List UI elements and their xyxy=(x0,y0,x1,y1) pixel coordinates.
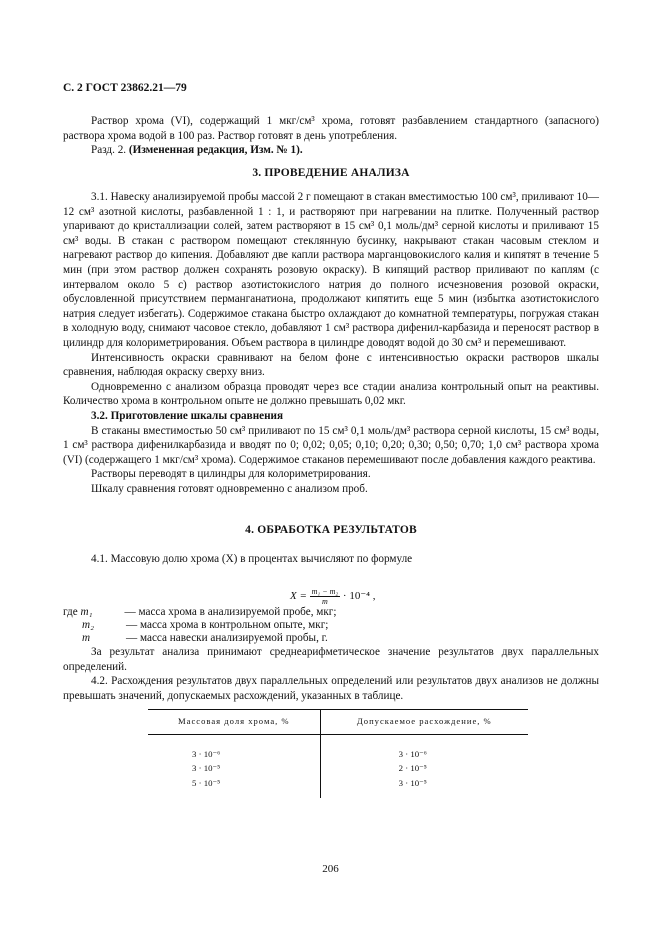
definition-text: — масса навески анализируемой пробы, г. xyxy=(126,632,328,644)
amendment-note xyxy=(63,143,599,158)
definition-text: — масса хрома в контрольном опыте, мкг; xyxy=(126,619,329,631)
table-row xyxy=(148,776,528,791)
table-header-mass-fraction: Массовая доля хрома, % xyxy=(148,710,320,735)
table-cell-mass-fraction: 3 · 10⁻⁶ xyxy=(148,734,320,761)
mass-fraction-formula xyxy=(290,587,375,606)
formula-numerator: m₁ − m₂ xyxy=(311,587,339,596)
table-cell-discrepancy: 3 · 10⁻⁵ xyxy=(398,777,427,788)
amendment-prefix: Разд. 2. xyxy=(91,144,129,157)
paragraph-3-1-control: Одновременно с анализом образца проводят через все стадии анализа контрольный опыт на реактивы. Количество хрома в контрольном опыте не должно превышать 0,02 мкг. xyxy=(63,380,599,408)
formula-denominator: m xyxy=(322,597,328,606)
paragraph-4-1-block xyxy=(63,552,599,567)
table-header-discrepancy: Допускаемое расхождение, % xyxy=(320,710,528,735)
paragraph-4-1-result: За результат анализа принимают среднеарифметическое значение результатов двух параллельных определений. xyxy=(63,646,599,673)
paragraph-3-2: В стаканы вместимостью 50 см³ приливают по 15 см³ 0,1 моль/дм³ раствора серной кислоты, 15 см³ воды, 1 см³ раствора дифенилкарбазида и вводят по 0; 0,02; 0,05; 0,10; 0,20; 0,30; 0,50; 0,70; 1,0 см³ раствора хрома (VI) (содержащего 1 мкг/см³ хрома). Содержимое стаканов перемешивают после добавления каждого реактива. xyxy=(63,424,599,466)
paragraph-4-2: 4.2. Расхождения результатов двух параллельных определений или результатов двух анализов не должны превышать значений, допускаемых расхождений, указанных в таблице. xyxy=(63,675,599,702)
formula-lhs: X = xyxy=(290,590,307,603)
formula-fraction xyxy=(310,587,341,606)
paragraph-3-1: 3.1. Навеску анализируемой пробы массой 2 г помещают в стакан вместимостью 100 см³, приливают 10—12 см³ азотной кислоты, разбавленной 1 : 1, и растворяют при нагревании на плитке. Полученный раствор упаривают до кристаллизации солей, затем растворяют в 15 см³ 0,1 моль/дм³ серной кислоты и приливают 15 см³ воды. В стакан с раствором помещают стеклянную бусинку, накрывают стакан часовым стеклом и нагревают раствор до кипения. Добавляют две капли раствора марганцовокислого калия и кипятят в течение 5 мин (при этом раствор должен сохранять розовую окраску). В кипящий раствор приливают по каплям (с интервалом около 5 с) раствор азотистокислого натрия до полного исчезновения розовой окраски, обусловленной присутствием перманганатиона, продолжают кипятить еще 5 мин (избытка азотистокислого натрия следует избегать). Содержимое стакана быстро охлаждают до комнатной температуры, погружая стакан в холодную воду, снимают часовое стекло, добавляют 1 см³ раствора дифенил-карбазида и переносят раствор в цилиндр для колориметрирования. Объем раствора в цилиндре доводят водой до 30 см³ и перемешивают. xyxy=(63,191,599,349)
paragraph-4-1: 4.1. Массовую долю хрома (X) в процентах вычисляют по формуле xyxy=(91,553,413,565)
page-header: С. 2 ГОСТ 23862.21—79 xyxy=(63,82,187,94)
table-cell-discrepancy: 3 · 10⁻⁶ xyxy=(398,748,427,759)
page-number: 206 xyxy=(322,863,339,875)
table-cell-discrepancy: 2 · 10⁻⁵ xyxy=(398,763,427,774)
definition-symbol: m₁ xyxy=(80,606,93,618)
intro-block xyxy=(63,114,599,158)
section-3-body xyxy=(63,190,599,496)
section-3-title: 3. ПРОВЕДЕНИЕ АНАЛИЗА xyxy=(252,167,410,179)
amendment-bold: (Измененная редакция, Изм. № 1). xyxy=(128,144,303,157)
section-4-title: 4. ОБРАБОТКА РЕЗУЛЬТАТОВ xyxy=(245,524,417,536)
paragraph-3-1-intensity: Интенсивность окраски сравнивают на белом фоне с интенсивностью окраски растворов шкалы сравнения, наблюдая окраску сверху вниз. xyxy=(63,351,599,379)
paragraph-4-1-result-block xyxy=(63,645,599,703)
definition-row xyxy=(63,631,599,644)
intro-paragraph: Раствор хрома (VI), содержащий 1 мкг/см³ хрома, готовят разбавлением стандартного (запасного) раствора хрома водой в 100 раз. Раствор готовят в день употребления. xyxy=(63,115,599,142)
table-cell-mass-fraction: 3 · 10⁻⁵ xyxy=(148,761,320,776)
definition-symbol: m₂ xyxy=(82,619,94,631)
definition-lead: где xyxy=(63,606,81,618)
table-row-spacer xyxy=(148,790,528,798)
section-3 xyxy=(63,166,599,181)
subsection-3-2-title: 3.2. Приготовление шкалы сравнения xyxy=(91,409,284,422)
paragraph-3-2-scale: Шкалу сравнения готовят одновременно с анализом проб. xyxy=(91,482,368,495)
table-cell-mass-fraction: 5 · 10⁻⁵ xyxy=(148,776,320,791)
definition-text: — масса хрома в анализируемой пробе, мкг; xyxy=(124,606,337,618)
definition-row xyxy=(63,618,599,631)
definition-row xyxy=(63,605,599,618)
definition-symbol: m xyxy=(82,632,91,644)
discrepancy-table xyxy=(148,709,528,798)
table-header-row xyxy=(148,710,528,735)
table-row xyxy=(148,761,528,776)
section-4 xyxy=(63,523,599,538)
paragraph-3-2-transfer: Растворы переводят в цилиндры для колориметрирования. xyxy=(91,468,371,481)
formula-tail: · 10⁻⁴ , xyxy=(342,590,376,603)
variable-definitions xyxy=(63,605,599,644)
table-row xyxy=(148,734,528,761)
